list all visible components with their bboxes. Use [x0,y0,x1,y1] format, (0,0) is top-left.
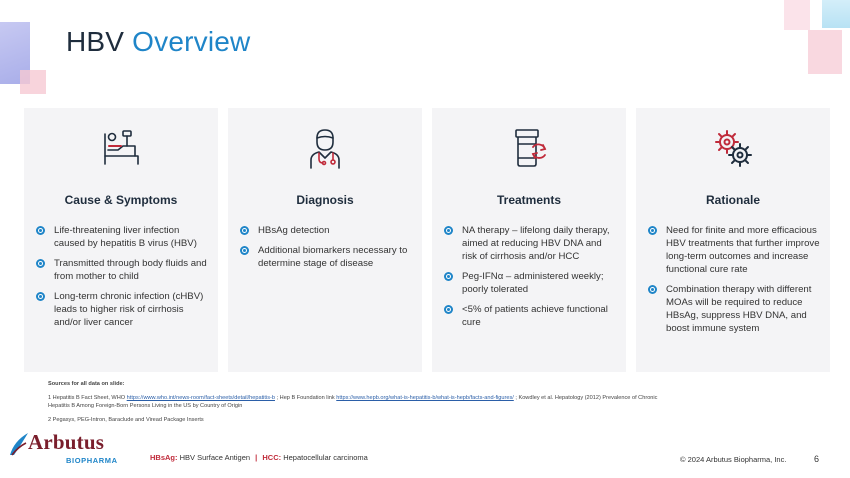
corner-decoration [20,70,46,94]
panel-title: Diagnosis [296,193,354,207]
sources-heading: Sources for all data on slide: [48,381,125,387]
abbrev-definition: Hepatocellular carcinoma [283,453,368,462]
arbutus-leaf-icon [8,431,30,457]
abbreviations [150,453,368,462]
abbrev-term: HBsAg: [150,453,178,462]
doctor-icon [303,126,347,170]
logo-wordmark: Arbutus [28,430,105,454]
list-item: Combination therapy with different MOAs will be required to reduce HBsAg, suppress HBV DNA, and boost immune system [646,283,822,335]
panel-title: Cause & Symptoms [64,193,178,207]
bullet-icon [36,259,45,268]
bullet-icon [240,246,249,255]
logo-subtitle: BIOPHARMA [66,456,118,465]
page-number: 6 [814,454,820,464]
list-item: HBsAg detection [238,224,414,237]
panel-treatments [432,108,626,372]
copyright: © 2024 Arbutus Biopharma, Inc. [680,455,787,464]
bullet-list [238,224,414,277]
title-highlight: Overview [132,26,251,57]
arbutus-logo [8,430,138,468]
list-item: <5% of patients achieve functional cure [442,303,618,329]
corner-decoration [808,30,842,74]
corner-decoration [784,0,810,30]
list-item: Transmitted through body fluids and from mother to child [34,257,210,283]
bullet-list [34,224,210,336]
abbrev-term: HCC: [262,453,282,462]
bullet-icon [444,226,453,235]
panel-rationale [636,108,830,372]
list-item: NA therapy – lifelong daily therapy, aimed at reducing HBV DNA and risk of cirrhosis and/or HCC [442,224,618,263]
patient-bed-icon [99,126,143,170]
list-item: Peg-IFNα – administered weekly; poorly tolerated [442,270,618,296]
list-item: Long-term chronic infection (cHBV) leads to higher risk of cirrhosis and/or liver cancer [34,290,210,329]
corner-decoration [822,0,850,28]
bullet-list [646,224,822,342]
source-link[interactable]: https://www.hepb.org/what-is-hepatitis-b/what-is-hepb/facts-and-figures/ [336,395,514,401]
abbrev-separator: | [255,453,258,462]
panel-title: Treatments [496,193,562,207]
bullet-icon [444,305,453,314]
source-line: 2 Pegasys, PEG-Intron, Baraclude and Viread Package Inserts [48,417,204,423]
panel-diagnosis [228,108,422,372]
bullet-icon [36,292,45,301]
list-item: Additional biomarkers necessary to determine stage of disease [238,244,414,270]
bullet-icon [444,272,453,281]
panel-cause-symptoms [24,108,218,372]
bullet-icon [36,226,45,235]
list-item: Need for finite and more efficacious HBV treatments that further improve long-term outcomes and increase functional cure rate [646,224,822,276]
panel-title: Rationale [705,193,760,207]
source-link[interactable]: https://www.who.int/news-room/fact-sheets/detail/hepatitis-b [126,395,275,401]
pill-bottle-icon [507,126,551,170]
bullet-icon [240,226,249,235]
bullet-icon [648,285,657,294]
bullet-list [442,224,618,336]
page-title [66,26,250,58]
sources-footnote [48,380,668,430]
list-item: Life-threatening liver infection caused by hepatitis B virus (HBV) [34,224,210,250]
title-prefix: HBV [66,26,125,57]
source-line: 1 Hepatitis B Fact Sheet, WHO https://www.who.int/news-room/fact-sheets/detail/hepatitis-b ; Hep B Foundation link https://www.hepb.org/what-is-hepatitis-b/what-is-hepb/facts-and-figures/ ; Kowdley et al. Hepatology (2012) Prevalence of Chronic Hepatitis B Among Foreign-Born Persons Living in the US by Country of Origin [48,395,658,409]
gears-icon [711,126,755,170]
bullet-icon [648,226,657,235]
abbrev-definition: HBV Surface Antigen [179,453,251,462]
